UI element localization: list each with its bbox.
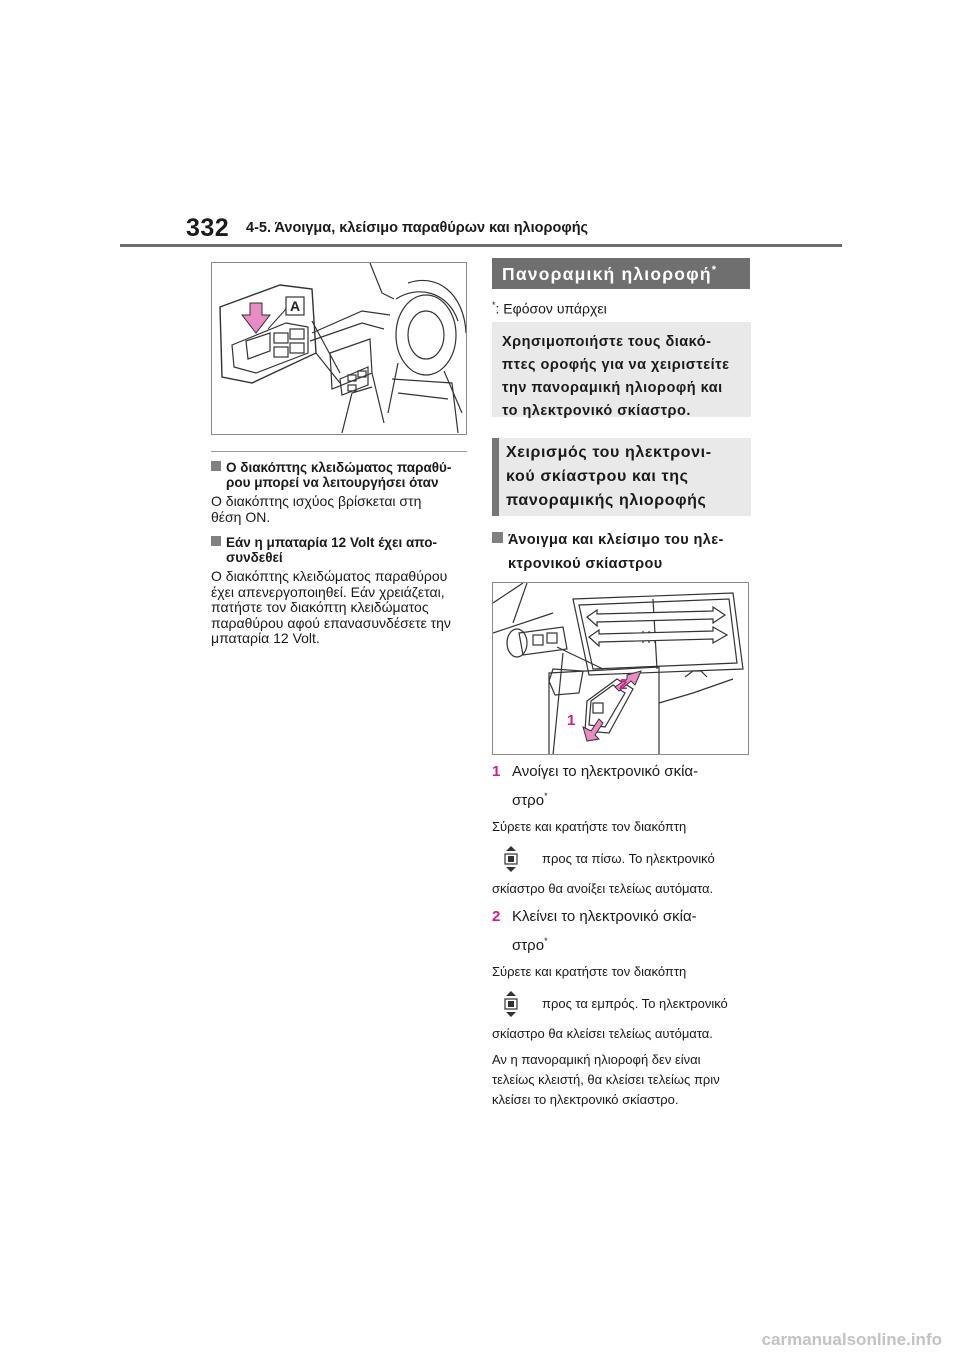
- figure-label-a: A: [289, 298, 301, 314]
- battery-body: Ο διακόπτης κλειδώματος παραθύρου έχει απενεργοποιηθεί. Εάν χρειάζεται, πατήστε τον διακόπτη κλειδώματος παραθύρου αφού επανασυνδέσετε την μπαταρία 12 Volt.: [211, 568, 451, 646]
- sunshade-switch-icon: [498, 990, 524, 1018]
- square-bullet-icon: [492, 532, 503, 543]
- page-number: 332: [186, 214, 230, 242]
- callout-1: 1: [567, 712, 576, 729]
- step-close: 2 Κλείνει το ηλεκτρονικό σκία- στρο*: [492, 905, 754, 958]
- header-divider: [120, 244, 842, 247]
- step-close-description: Σύρετε και κρατήστε τον διακόπτη προς τα εμπρός. Το ηλεκτρονικό σκίαστρο θα κλείσει τελείως αυτόματα. Αν η πανοραμική ηλιοροφή δεν είναι τελείως κλειστή, θα κλείσει τελείως πριν κλείσει το ηλεκτρονικό σκίαστρο.: [492, 964, 754, 1110]
- roof-close-note: Αν η πανοραμική ηλιοροφή δεν είναι τελείως κλειστή, θα κλείσει τελείως πριν κλείσει το ηλεκτρονικό σκίαστρο.: [492, 1052, 720, 1107]
- chapter-title: 4-5. Άνοιγμα, κλείσιμο παραθύρων και ηλιοροφής: [246, 220, 589, 236]
- sunshade-switch-icon: [498, 845, 524, 873]
- battery-heading: Εάν η μπαταρία 12 Volt έχει απο- συνδεθεί: [211, 535, 473, 565]
- watermark: carmanualsonline.info: [761, 1330, 942, 1349]
- section-title-panoramic-roof: Πανοραμική ηλιοροφή*: [492, 258, 750, 289]
- step-number-2: 2: [492, 908, 501, 925]
- availability-note: *: Εφόσον υπάρχει: [492, 300, 607, 317]
- left-divider: [211, 451, 467, 452]
- sunshade-subheading: Άνοιγμα και κλείσιμο του ηλε- κτρονικού σκίαστρου: [492, 528, 754, 576]
- callout-2: 2: [619, 676, 628, 693]
- step-number-1: 1: [492, 763, 501, 780]
- operation-section-heading: Χειρισμός του ηλεκτρονι- κού σκίαστρου και της πανοραμικής ηλιοροφής: [492, 438, 751, 516]
- square-bullet-icon: [211, 461, 221, 471]
- summary-box: Χρησιμοποιήστε τους διακό- πτες οροφής για να χειριστείτε την πανοραμική ηλιοροφή και το ηλεκτρονικό σκίαστρο.: [492, 322, 751, 417]
- lock-switch-body: Ο διακόπτης ισχύος βρίσκεται στη θέση ON.: [211, 493, 422, 525]
- step-open-description: Σύρετε και κρατήστε τον διακόπτη προς τα πίσω. Το ηλεκτρονικό σκίαστρο θα ανοίξει τελείως αυτόματα.: [492, 819, 715, 896]
- left-column-text: [211, 460, 473, 647]
- steps-block: [492, 760, 754, 1110]
- sunshade-switch-illustration: [492, 582, 749, 755]
- square-bullet-icon: [211, 536, 221, 546]
- window-lock-switch-illustration: [211, 262, 467, 435]
- step-open: 1 Ανοίγει το ηλεκτρονικό σκία- στρο*: [492, 760, 754, 813]
- lock-switch-heading: Ο διακόπτης κλειδώματος παραθύ- ρου μπορεί να λειτουργήσει όταν: [211, 460, 473, 490]
